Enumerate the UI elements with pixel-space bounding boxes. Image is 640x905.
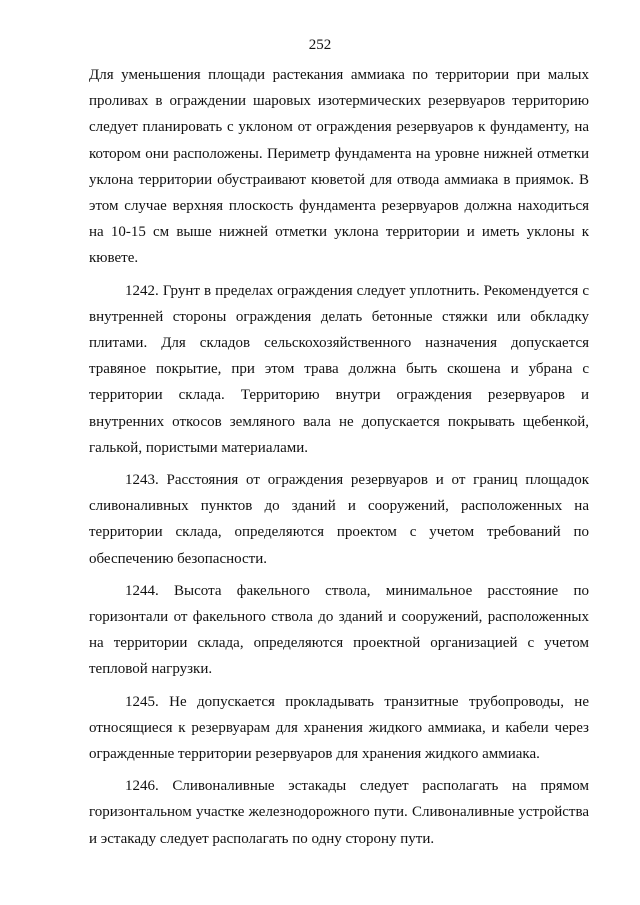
paragraph-1242: 1242. Грунт в пределах ограждения следует уплотнить. Рекомендуется с внутренней стороны ограждения делать бетонные стяжки или обкладку плитами. Для складов сельскохозяйственного назначения допускается травяное покрытие, при этом трава должна быть скошена и убрана с территории склада. Территорию внутри ограждения резервуаров и внутренних откосов земляного вала не допускается покрывать щебенкой, галькой, пористыми материалами. (89, 282, 589, 456)
paragraph-1245: 1245. Не допускается прокладывать транзитные трубопроводы, не относящиеся к резервуарам для хранения жидкого аммиака, и кабели через огражденные территории резервуаров для хранения жидкого аммиака. (89, 693, 589, 763)
page-body (89, 62, 589, 852)
paragraph-continuation: Для уменьшения площади растекания аммиака по территории при малых проливах в ограждении шаровых изотермических резервуаров территорию следует планировать с уклоном от ограждения резервуаров к фундаменту, на котором они расположены. Периметр фундамента на уровне нижней отметки уклона территории обустраивают кюветой для отвода аммиака в приямок. В этом случае верхняя плоскость фундамента резервуаров должна находиться на 10-15 см выше нижней отметки уклона территории и иметь уклоны к кювете. (89, 67, 589, 267)
paragraph-1243: 1243. Расстояния от ограждения резервуаров и от границ площадок сливоналивных пунктов до зданий и сооружений, расположенных на территории склада, определяются проектом с учетом требований по обеспечению безопасности. (89, 472, 589, 567)
page-number: 252 (308, 37, 332, 53)
paragraph-1246: 1246. Сливоналивные эстакады следует располагать на прямом горизонтальном участке железнодорожного пути. Сливоналивные устройства и эстакаду следует располагать по одну сторону пути. (89, 778, 589, 847)
paragraph-1244: 1244. Высота факельного ствола, минимальное расстояние по горизонтали от факельного ствола до зданий и сооружений, расположенных на территории склада, определяются проектной организацией с учетом тепловой нагрузки. (89, 582, 589, 678)
